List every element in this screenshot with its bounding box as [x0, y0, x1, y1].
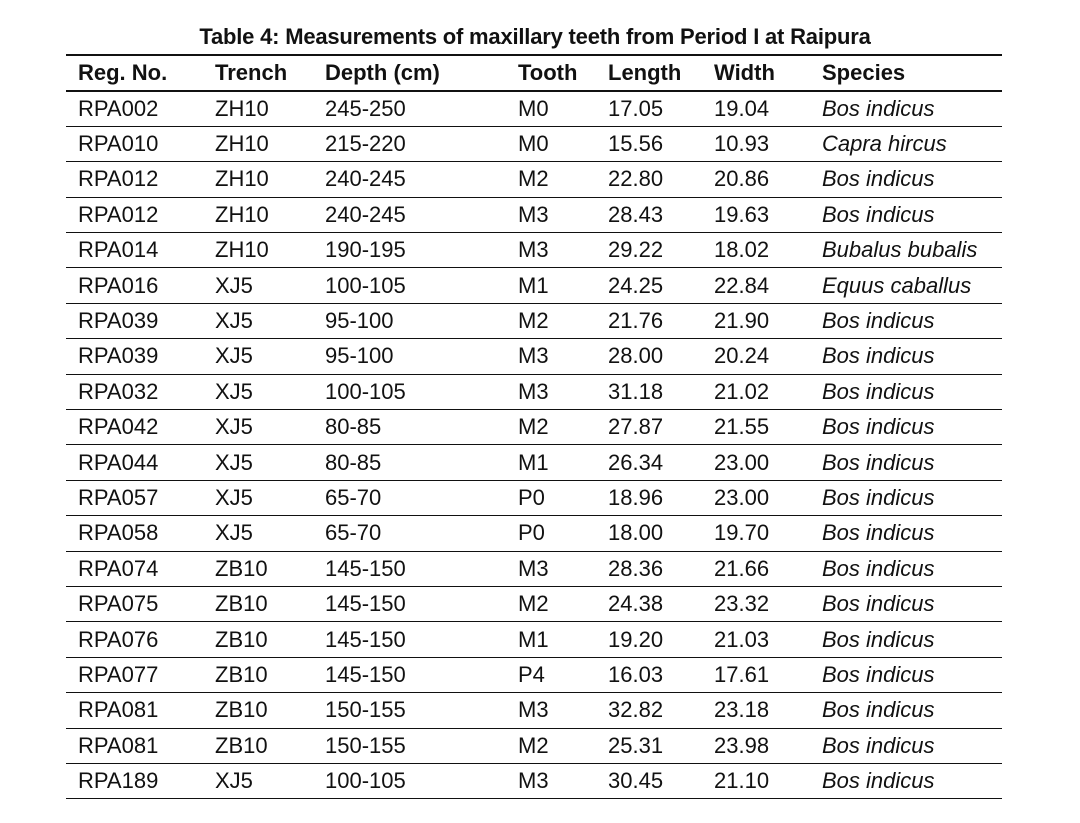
cell-width: 23.18 — [714, 697, 770, 723]
cell-tooth: P0 — [518, 520, 545, 546]
cell-depth: 95-100 — [325, 308, 394, 334]
measurements-table — [66, 54, 1002, 799]
cell-length: 29.22 — [608, 237, 664, 263]
table-row — [66, 480, 1002, 515]
table-caption: Table 4: Measurements of maxillary teeth from Period I at Raipura — [199, 24, 871, 49]
cell-depth: 215-220 — [325, 131, 406, 157]
cell-trench: XJ5 — [215, 272, 253, 298]
cell-trench: XJ5 — [215, 484, 253, 510]
cell-species: Bos indicus — [822, 626, 935, 652]
cell-tooth: M2 — [518, 591, 549, 617]
table-row — [66, 763, 1002, 798]
cell-reg-no: RPA016 — [78, 272, 159, 298]
table-row — [66, 303, 1002, 338]
cell-trench: ZB10 — [215, 591, 268, 617]
table-row — [66, 233, 1002, 268]
cell-reg-no: RPA057 — [78, 484, 159, 510]
cell-width: 21.03 — [714, 626, 770, 652]
table-row — [66, 339, 1002, 374]
cell-width: 21.10 — [714, 768, 770, 794]
cell-reg-no: RPA044 — [78, 449, 159, 475]
table-row — [66, 410, 1002, 445]
cell-depth: 240-245 — [325, 201, 406, 227]
table-row — [66, 445, 1002, 480]
cell-trench: XJ5 — [215, 768, 253, 794]
cell-reg-no: RPA081 — [78, 732, 159, 758]
cell-width: 10.93 — [714, 131, 770, 157]
cell-depth: 100-105 — [325, 768, 406, 794]
table-row — [66, 551, 1002, 586]
cell-trench: ZH10 — [215, 131, 269, 157]
cell-tooth: M3 — [518, 768, 549, 794]
cell-species: Bos indicus — [822, 768, 935, 794]
cell-species: Bos indicus — [822, 414, 935, 440]
cell-length: 16.03 — [608, 661, 664, 687]
table-row — [66, 126, 1002, 161]
cell-reg-no: RPA074 — [78, 555, 159, 581]
cell-length: 19.20 — [608, 626, 664, 652]
cell-depth: 65-70 — [325, 484, 382, 510]
cell-reg-no: RPA042 — [78, 414, 159, 440]
column-header-depth: Depth (cm) — [325, 60, 440, 85]
cell-trench: ZH10 — [215, 166, 269, 192]
column-header-width: Width — [714, 60, 775, 85]
cell-width: 20.86 — [714, 166, 770, 192]
cell-reg-no: RPA039 — [78, 343, 159, 369]
cell-length: 28.00 — [608, 343, 664, 369]
cell-tooth: P0 — [518, 484, 545, 510]
table-row — [66, 728, 1002, 763]
cell-tooth: M2 — [518, 308, 549, 334]
cell-species: Bos indicus — [822, 343, 935, 369]
table-row — [66, 693, 1002, 728]
cell-tooth: M3 — [518, 201, 549, 227]
cell-species: Bubalus bubalis — [822, 237, 978, 263]
table-row — [66, 516, 1002, 551]
cell-trench: ZH10 — [215, 201, 269, 227]
table-row — [66, 91, 1002, 126]
cell-width: 23.00 — [714, 484, 770, 510]
cell-width: 17.61 — [714, 661, 770, 687]
cell-trench: ZB10 — [215, 626, 268, 652]
cell-reg-no: RPA189 — [78, 768, 159, 794]
cell-trench: ZH10 — [215, 95, 269, 121]
cell-depth: 80-85 — [325, 449, 382, 475]
cell-species: Bos indicus — [822, 201, 935, 227]
cell-tooth: M3 — [518, 555, 549, 581]
table-header — [66, 55, 1002, 91]
column-header-tooth: Tooth — [518, 60, 578, 85]
cell-width: 21.02 — [714, 378, 770, 404]
cell-reg-no: RPA012 — [78, 166, 159, 192]
cell-trench: XJ5 — [215, 520, 253, 546]
cell-depth: 95-100 — [325, 343, 394, 369]
cell-reg-no: RPA012 — [78, 201, 159, 227]
cell-trench: ZB10 — [215, 732, 268, 758]
cell-species: Bos indicus — [822, 520, 935, 546]
table-row — [66, 197, 1002, 232]
cell-species: Bos indicus — [822, 732, 935, 758]
cell-tooth: M1 — [518, 449, 549, 475]
cell-species: Bos indicus — [822, 308, 935, 334]
cell-reg-no: RPA076 — [78, 626, 159, 652]
cell-width: 21.55 — [714, 414, 770, 440]
cell-tooth: M3 — [518, 343, 549, 369]
cell-reg-no: RPA075 — [78, 591, 159, 617]
cell-depth: 100-105 — [325, 378, 406, 404]
cell-width: 21.66 — [714, 555, 770, 581]
column-header-reg-no: Reg. No. — [78, 60, 168, 85]
cell-depth: 240-245 — [325, 166, 406, 192]
cell-trench: XJ5 — [215, 308, 253, 334]
cell-depth: 100-105 — [325, 272, 406, 298]
table-row — [66, 268, 1002, 303]
cell-length: 18.96 — [608, 484, 664, 510]
cell-depth: 245-250 — [325, 95, 406, 121]
cell-trench: ZB10 — [215, 661, 268, 687]
table-body — [66, 91, 1002, 799]
cell-width: 18.02 — [714, 237, 770, 263]
cell-trench: XJ5 — [215, 449, 253, 475]
cell-tooth: M3 — [518, 697, 549, 723]
cell-depth: 145-150 — [325, 626, 406, 652]
cell-depth: 150-155 — [325, 697, 406, 723]
cell-species: Bos indicus — [822, 484, 935, 510]
cell-species: Bos indicus — [822, 661, 935, 687]
cell-depth: 190-195 — [325, 237, 406, 263]
cell-tooth: M2 — [518, 732, 549, 758]
cell-length: 22.80 — [608, 166, 664, 192]
cell-length: 27.87 — [608, 414, 664, 440]
cell-species: Equus caballus — [822, 272, 972, 298]
cell-width: 19.70 — [714, 520, 770, 546]
cell-reg-no: RPA010 — [78, 131, 159, 157]
cell-trench: ZB10 — [215, 555, 268, 581]
cell-species: Bos indicus — [822, 555, 935, 581]
cell-tooth: M1 — [518, 272, 549, 298]
cell-tooth: M2 — [518, 414, 549, 440]
cell-species: Bos indicus — [822, 378, 935, 404]
cell-depth: 150-155 — [325, 732, 406, 758]
cell-width: 23.32 — [714, 591, 770, 617]
cell-species: Bos indicus — [822, 591, 935, 617]
cell-tooth: M1 — [518, 626, 549, 652]
cell-depth: 80-85 — [325, 414, 382, 440]
cell-reg-no: RPA032 — [78, 378, 159, 404]
cell-species: Bos indicus — [822, 166, 935, 192]
cell-length: 25.31 — [608, 732, 664, 758]
cell-depth: 65-70 — [325, 520, 382, 546]
cell-tooth: M0 — [518, 131, 549, 157]
cell-reg-no: RPA039 — [78, 308, 159, 334]
cell-trench: ZH10 — [215, 237, 269, 263]
cell-length: 26.34 — [608, 449, 664, 475]
cell-tooth: M3 — [518, 378, 549, 404]
cell-length: 15.56 — [608, 131, 664, 157]
cell-length: 17.05 — [608, 95, 664, 121]
table-row — [66, 657, 1002, 692]
cell-species: Bos indicus — [822, 449, 935, 475]
measurements-table-container — [66, 54, 1002, 799]
cell-length: 24.25 — [608, 272, 664, 298]
cell-width: 23.00 — [714, 449, 770, 475]
cell-width: 23.98 — [714, 732, 770, 758]
cell-depth: 145-150 — [325, 661, 406, 687]
column-header-length: Length — [608, 60, 682, 85]
cell-reg-no: RPA014 — [78, 237, 159, 263]
cell-length: 18.00 — [608, 520, 664, 546]
cell-length: 21.76 — [608, 308, 664, 334]
cell-tooth: M2 — [518, 166, 549, 192]
cell-depth: 145-150 — [325, 591, 406, 617]
cell-reg-no: RPA058 — [78, 520, 159, 546]
cell-width: 20.24 — [714, 343, 770, 369]
cell-length: 28.43 — [608, 201, 664, 227]
cell-reg-no: RPA081 — [78, 697, 159, 723]
header-row — [66, 55, 1002, 91]
cell-species: Bos indicus — [822, 697, 935, 723]
cell-width: 21.90 — [714, 308, 770, 334]
cell-length: 32.82 — [608, 697, 664, 723]
cell-length: 24.38 — [608, 591, 664, 617]
table-row — [66, 162, 1002, 197]
column-header-trench: Trench — [215, 60, 288, 85]
cell-species: Capra hircus — [822, 131, 947, 157]
cell-width: 22.84 — [714, 272, 770, 298]
cell-trench: XJ5 — [215, 378, 253, 404]
cell-tooth: P4 — [518, 661, 545, 687]
cell-depth: 145-150 — [325, 555, 406, 581]
cell-trench: XJ5 — [215, 343, 253, 369]
cell-tooth: M0 — [518, 95, 549, 121]
cell-width: 19.04 — [714, 95, 770, 121]
cell-reg-no: RPA077 — [78, 661, 159, 687]
cell-length: 28.36 — [608, 555, 664, 581]
column-header-species: Species — [822, 60, 906, 85]
cell-trench: ZB10 — [215, 697, 268, 723]
cell-reg-no: RPA002 — [78, 95, 159, 121]
cell-species: Bos indicus — [822, 95, 935, 121]
cell-width: 19.63 — [714, 201, 770, 227]
table-row — [66, 622, 1002, 657]
cell-trench: XJ5 — [215, 414, 253, 440]
cell-length: 30.45 — [608, 768, 664, 794]
cell-length: 31.18 — [608, 378, 664, 404]
table-row — [66, 374, 1002, 409]
cell-tooth: M3 — [518, 237, 549, 263]
table-row — [66, 586, 1002, 621]
